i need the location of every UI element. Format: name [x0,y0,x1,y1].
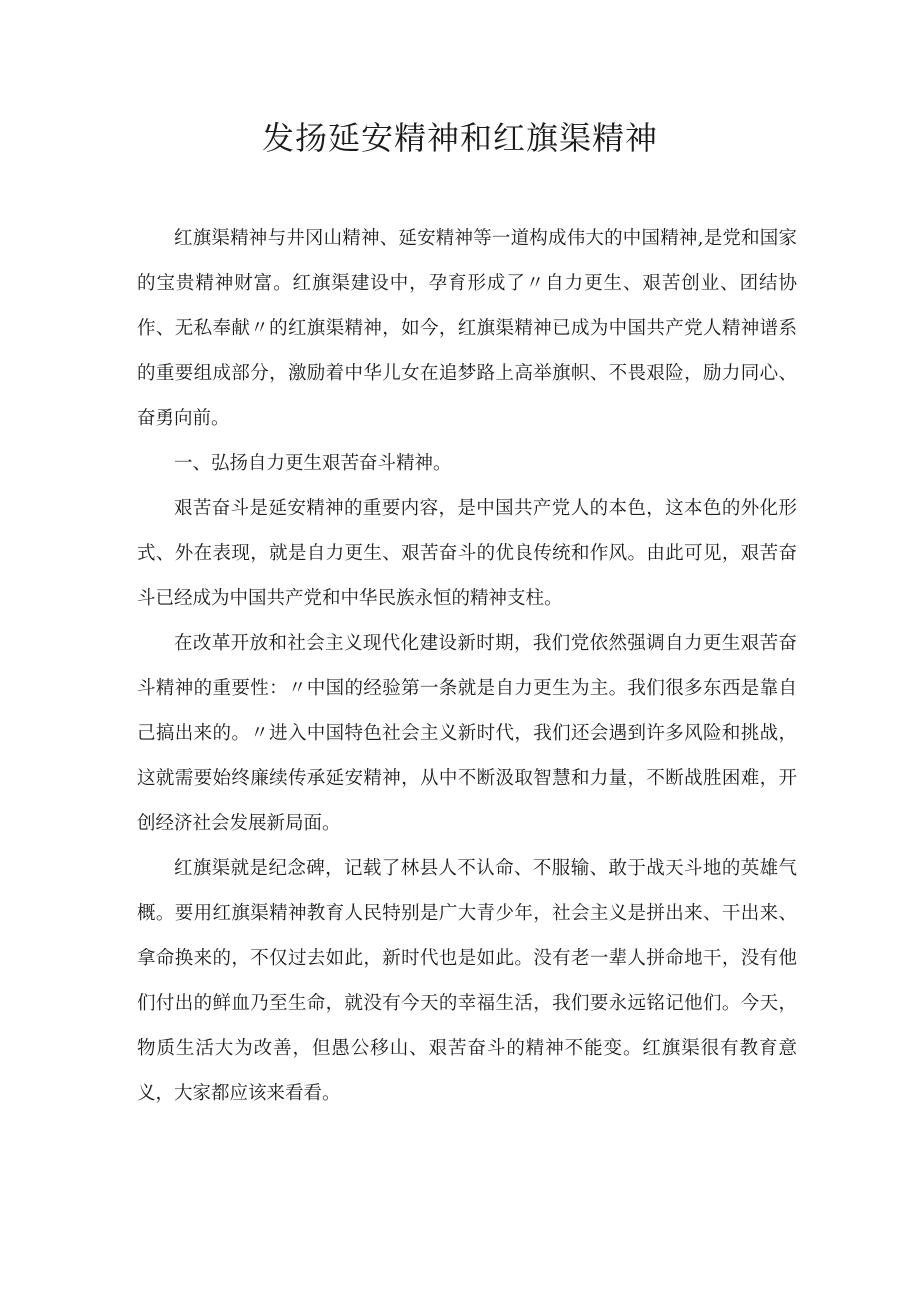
paragraph-intro: 红旗渠精神与井冈山精神、延安精神等一道构成伟大的中国精神,是党和国家的宝贵精神财富。红旗渠建设中，孕育形成了〃自力更生、艰苦创业、团结协作、无私奉献〃的红旗渠精神，如今，红旗渠精神已成为中国共产党人精神谱系的重要组成部分，激励着中华儿女在追梦路上高举旗帜、不畏艰险，励力同心、奋勇向前。 [137,228,797,429]
paragraph: 艰苦奋斗是延安精神的重要内容，是中国共产党人的本色，这本色的外化形式、外在表现，就是自力更生、艰苦奋斗的优良传统和作风。由此可见，艰苦奋斗已经成为中国共产党和中华民族永恒的精神支柱。 [137,498,797,609]
section-heading: 一、弘扬自力更生艰苦奋斗精神。 [174,453,452,474]
document-body [137,216,797,1116]
paragraph: 在改革开放和社会主义现代化建设新时期，我们党依然强调自力更生艰苦奋斗精神的重要性：〃中国的经验第一条就是自力更生为主。我们很多东西是靠自己搞出来的。〃进入中国特色社会主义新时代，我们还会遇到许多风险和挑战，这就需要始终廉续传承延安精神，从中不断汲取智慧和力量，不断战胜困难，开创经济社会发展新局面。 [137,633,797,834]
document-title: 发扬延安精神和红旗渠精神 [261,119,658,157]
paragraph: 红旗渠就是纪念碑，记载了林县人不认命、不服输、敢于战天斗地的英雄气概。要用红旗渠精神教育人民特别是广大青少年，社会主义是拼出来、干出来、拿命换来的，不仅过去如此，新时代也是如此。没有老一辈人拼命地干，没有他们付出的鲜血乃至生命，就没有今天的幸福生活，我们要永远铭记他们。今天，物质生活大为改善，但愚公移山、艰苦奋斗的精神不能变。红旗渠很有教育意义，大家都应该来看看。 [137,858,797,1104]
